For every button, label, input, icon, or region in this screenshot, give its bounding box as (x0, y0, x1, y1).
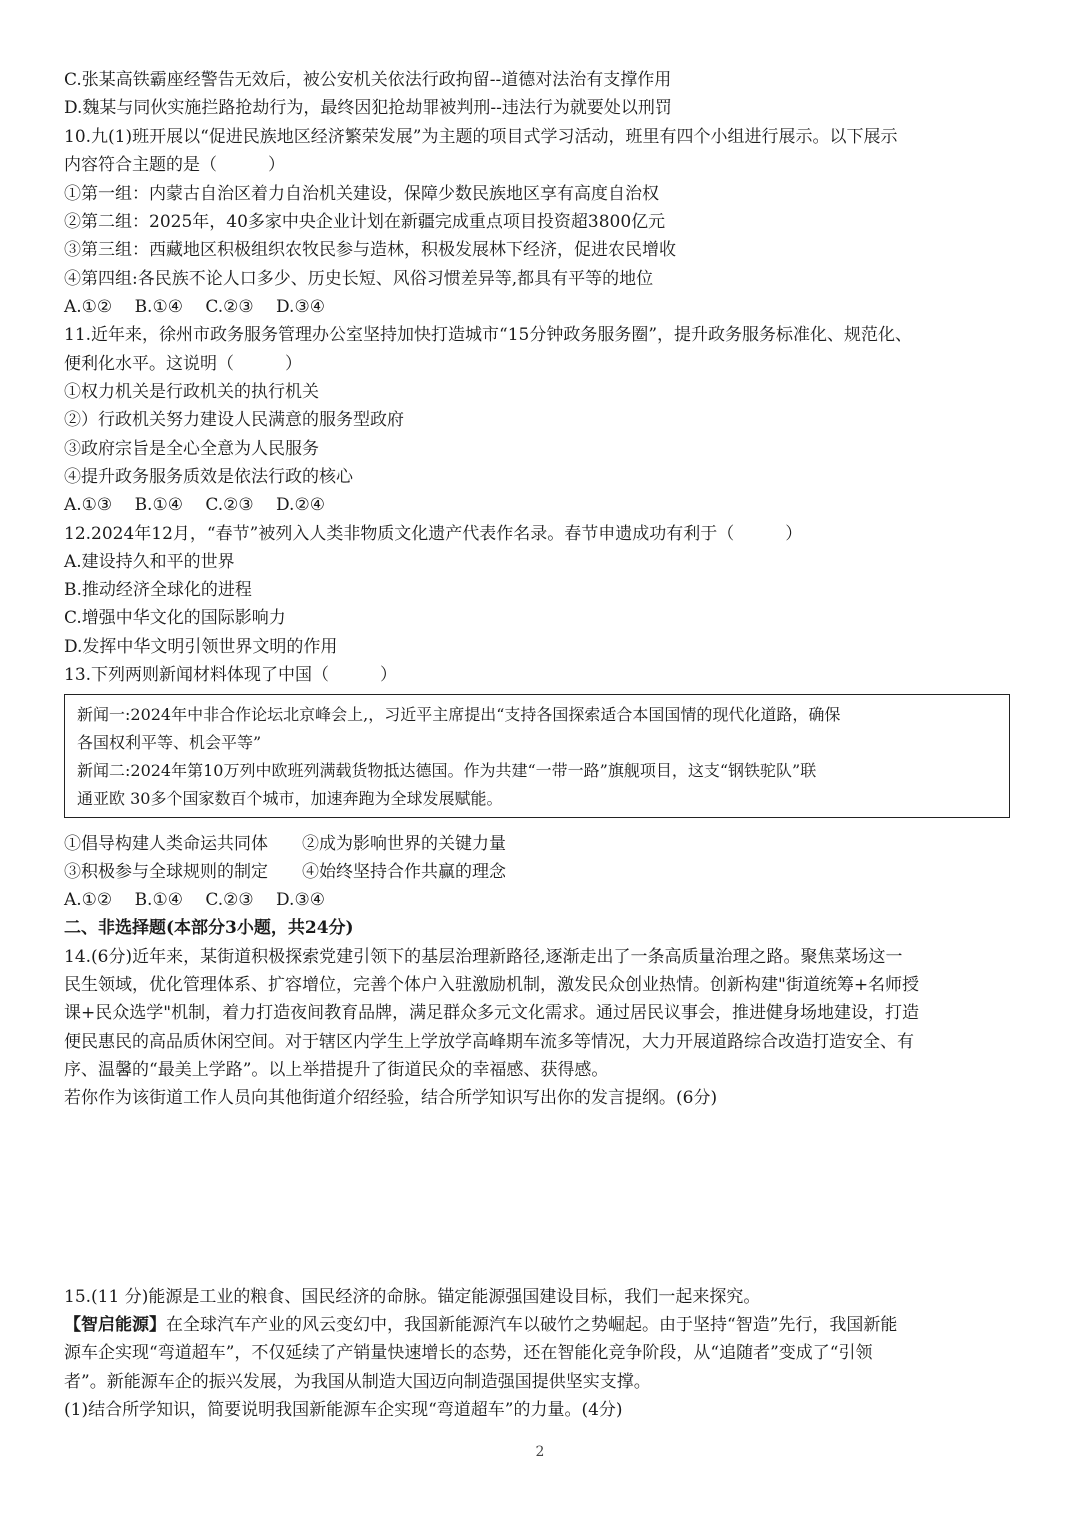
question-11-item-4: ④提升政务服务质效是依法行政的核心 (64, 467, 353, 487)
news-line-4: 通亚欧 30多个国家数百个城市，加速奔跑为全球发展赋能。 (77, 789, 503, 808)
question-10-options: A.①② B.①④ C.②③ D.③④ (64, 297, 325, 317)
news-line-3: 新闻二:2024年第10万列中欧班列满载货物抵达德国。作为共建“一带一路”旗舰项目，这支“钢铁驼队”联 (77, 761, 817, 780)
question-13-stem: 13.下列两则新闻材料体现了中国（ ） (64, 665, 398, 685)
question-11-stem-1: 11.近年来，徐州市政务服务管理办公室坚持加快打造城市“15分钟政务服务圈”，提升政务服务标准化、规范化、 (64, 325, 913, 345)
question-14-prompt: 若你作为该街道工作人员向其他街道介绍经验，结合所学知识写出你的发言提纲。(6分) (64, 1088, 718, 1108)
question-10-item-4: ④第四组:各民族不论人口多少、历史长短、风俗习惯差异等,都具有平等的地位 (64, 269, 654, 289)
question-10-item-1: ①第一组：内蒙古自治区着力自治机关建设，保障少数民族地区享有高度自治权 (64, 184, 659, 204)
question-10-item-3: ③第三组：西藏地区积极组织农牧民参与造林，积极发展林下经济，促进农民增收 (64, 240, 676, 260)
question-15-material-1: 【智启能源】在全球汽车产业的风云变幻中，我国新能源汽车以破竹之势崛起。由于坚持“智造”先行，我国新能 (64, 1315, 898, 1335)
question-14-text-2: 民生领域，优化管理体系、扩容增位，完善个体户入驻激励机制，激发民众创业热情。创新构建"街道统筹+名师授 (64, 975, 920, 995)
news-material-box (64, 694, 1010, 818)
question-13-options: A.①② B.①④ C.②③ D.③④ (64, 890, 325, 910)
news-line-2: 各国权利平等、机会平等” (77, 733, 262, 752)
question-10-item-2: ②第二组：2025年，40多家中央企业计划在新疆完成重点项目投资超3800亿元 (64, 212, 666, 232)
page-number: 2 (535, 1444, 545, 1460)
question-14-text-1: 14.(6分)近年来，某街道积极探索党建引领下的基层治理新路径,逐渐走出了一条高质量治理之路。聚焦菜场这一 (64, 947, 903, 967)
option-9d: D.魏某与同伙实施拦路抢劫行为，最终因犯抢劫罪被判刑--违法行为就要处以刑罚 (64, 98, 672, 118)
question-14-text-5: 序、温馨的“最美上学路”。以上举措提升了街道民众的幸福感、获得感。 (64, 1060, 609, 1080)
question-12-option-b: B.推动经济全球化的进程 (64, 580, 252, 600)
question-12-option-a: A.建设持久和平的世界 (64, 552, 235, 572)
question-15-subquestion-1: (1)结合所学知识，简要说明我国新能源车企实现“弯道超车”的力量。(4分) (64, 1400, 623, 1420)
question-14-text-4: 便民惠民的高品质休闲空间。对于辖区内学生上学放学高峰期车流多等情况，大力开展道路综合改造打造安全、有 (64, 1032, 914, 1052)
question-10-stem-2: 内容符合主题的是（ ） (64, 155, 285, 175)
question-11-item-2: ②）行政机关努力建设人民满意的服务型政府 (64, 410, 404, 430)
question-11-stem-2: 便利化水平。这说明（ ） (64, 354, 302, 374)
question-15-material-2: 源车企实现“弯道超车”，不仅延续了产销量快速增长的态势，还在智能化竞争阶段，从“追随者”变成了“引领 (64, 1343, 873, 1363)
question-11-item-1: ①权力机关是行政机关的执行机关 (64, 382, 319, 402)
question-15-stem: 15.(11 分)能源是工业的粮食、国民经济的命脉。锚定能源强国建设目标，我们一起来探究。 (64, 1287, 761, 1307)
question-12-option-d: D.发挥中华文明引领世界文明的作用 (64, 637, 338, 657)
section-heading: 二、非选择题(本部分3小题，共24分) (64, 918, 354, 938)
question-10-stem-1: 10.九(1)班开展以“促进民族地区经济繁荣发展”为主题的项目式学习活动，班里有四个小组进行展示。以下展示 (64, 127, 898, 147)
question-11-item-3: ③政府宗旨是全心全意为人民服务 (64, 439, 319, 459)
question-15-material-3: 者”。新能源车企的振兴发展，为我国从制造大国迈向制造强国提供坚实支撑。 (64, 1372, 651, 1392)
option-9c: C.张某高铁霸座经警告无效后，被公安机关依法行政拘留--道德对法治有支撑作用 (64, 70, 672, 90)
question-14-text-3: 课+民众选学"机制，着力打造夜间教育品牌，满足群众多元文化需求。通过居民议事会，推进健身场地建设，打造 (64, 1003, 920, 1023)
question-13-items-1: ①倡导构建人类命运共同体 ②成为影响世界的关键力量 (64, 834, 506, 854)
question-12-option-c: C.增强中华文化的国际影响力 (64, 608, 286, 628)
news-line-1: 新闻一:2024年中非合作论坛北京峰会上,，习近平主席提出“支持各国探索适合本国国情的现代化道路，确保 (77, 705, 841, 724)
question-12-stem: 12.2024年12月，“春节”被列入人类非物质文化遗产代表作名录。春节申遗成功有利于（ ） (64, 524, 803, 544)
question-11-options: A.①③ B.①④ C.②③ D.②④ (64, 495, 325, 515)
question-13-items-2: ③积极参与全球规则的制定 ④始终坚持合作共赢的理念 (64, 862, 506, 882)
